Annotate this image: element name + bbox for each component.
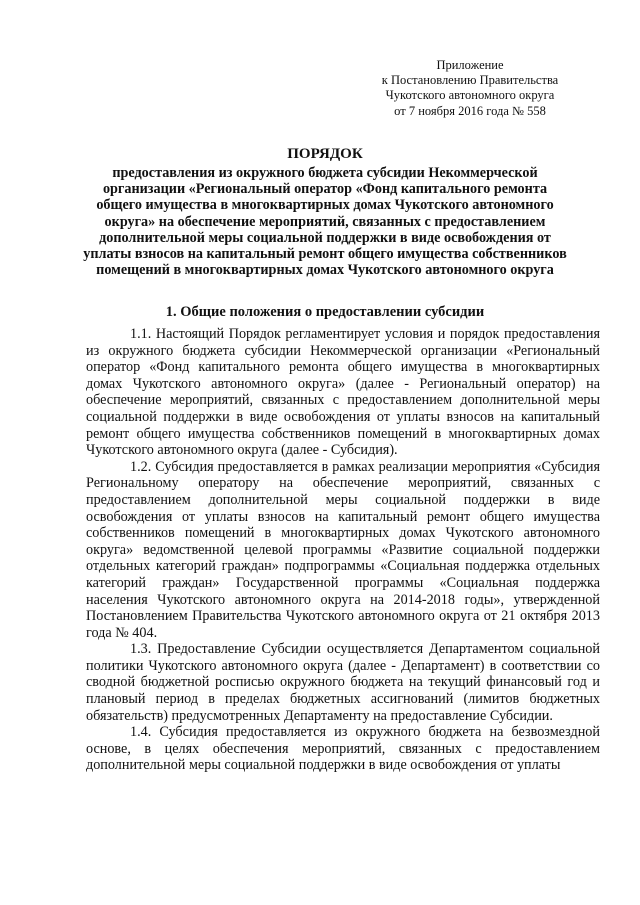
appendix-line: к Постановлению Правительства [381, 73, 559, 88]
section-body [86, 326, 600, 774]
paragraph-1-4: 1.4. Субсидия предоставляется из окружного бюджета на безвозмездной основе, в целях обеспечения мероприятий, связанных с предоставлением дополнительной меры социальной поддержки в виде освобождения от уплаты [86, 724, 600, 774]
paragraph-1-1: 1.1. Настоящий Порядок регламентирует условия и порядок предоставления из окружного бюджета субсидии Некоммерческой организации «Региональный оператор «Фонд капитального ремонта общего имущества в многоквартирных домах Чукотского автономного округа» (далее - Региональный оператор) на обеспечение мероприятий, связанных с предоставлением дополнительной меры социальной поддержки в виде освобождения от уплаты взносов на капитальный ремонт общего имущества собственников помещений в многоквартирных домах Чукотского автономного округа (далее - Субсидия). [86, 326, 600, 459]
appendix-line: Приложение [436, 58, 504, 72]
document-title: ПОРЯДОК [287, 146, 363, 162]
appendix-line: Чукотского автономного округа [385, 88, 555, 103]
appendix-block [330, 58, 610, 119]
paragraph-1-3: 1.3. Предоставление Субсидии осуществляется Департаментом социальной политики Чукотского автономного округа (далее - Департамент) в соответствии со сводной бюджетной росписью окружного бюджета на текущий финансовый год и плановый период в пределах бюджетных ассигнований (лимитов бюджетных обязательств) предусмотренных Департаменту на предоставление Субсидии. [86, 641, 600, 724]
paragraph-1-2: 1.2. Субсидия предоставляется в рамках реализации мероприятия «Субсидия Региональному оператору на обеспечение мероприятий, связанных с предоставлением дополнительной меры социальной поддержки в виде освобождения от уплаты взносов на капитальный ремонт общего имущества собственников помещений в многоквартирных домах Чукотского автономного округа» ведомственной целевой программы «Развитие социальной поддержки отдельных категорий граждан» подпрограммы «Социальная поддержка отдельных категорий граждан» Государственной программы «Социальная поддержка населения Чукотского автономного округа на 2014-2018 годы», утвержденной Постановлением Правительства Чукотского автономного округа от 21 октября 2013 года № 404. [86, 458, 600, 641]
appendix-date-number: от 7 ноября 2016 года № 558 [394, 103, 546, 118]
document-subtitle: предоставления из окружного бюджета субсидии Некоммерческой организации «Региональный оператор «Фонд капитального ремонта общего имущества в многоквартирных домах Чукотского автономного округа» на обеспечение мероприятий, связанных с предоставлением дополнительной меры социальной поддержки в виде освобождения от уплаты взносов на капитальный ремонт общего имущества собственников помещений в многоквартирных домах Чукотского автономного округа [83, 165, 567, 279]
section-heading: 1. Общие положения о предоставлении субсидии [165, 304, 485, 320]
